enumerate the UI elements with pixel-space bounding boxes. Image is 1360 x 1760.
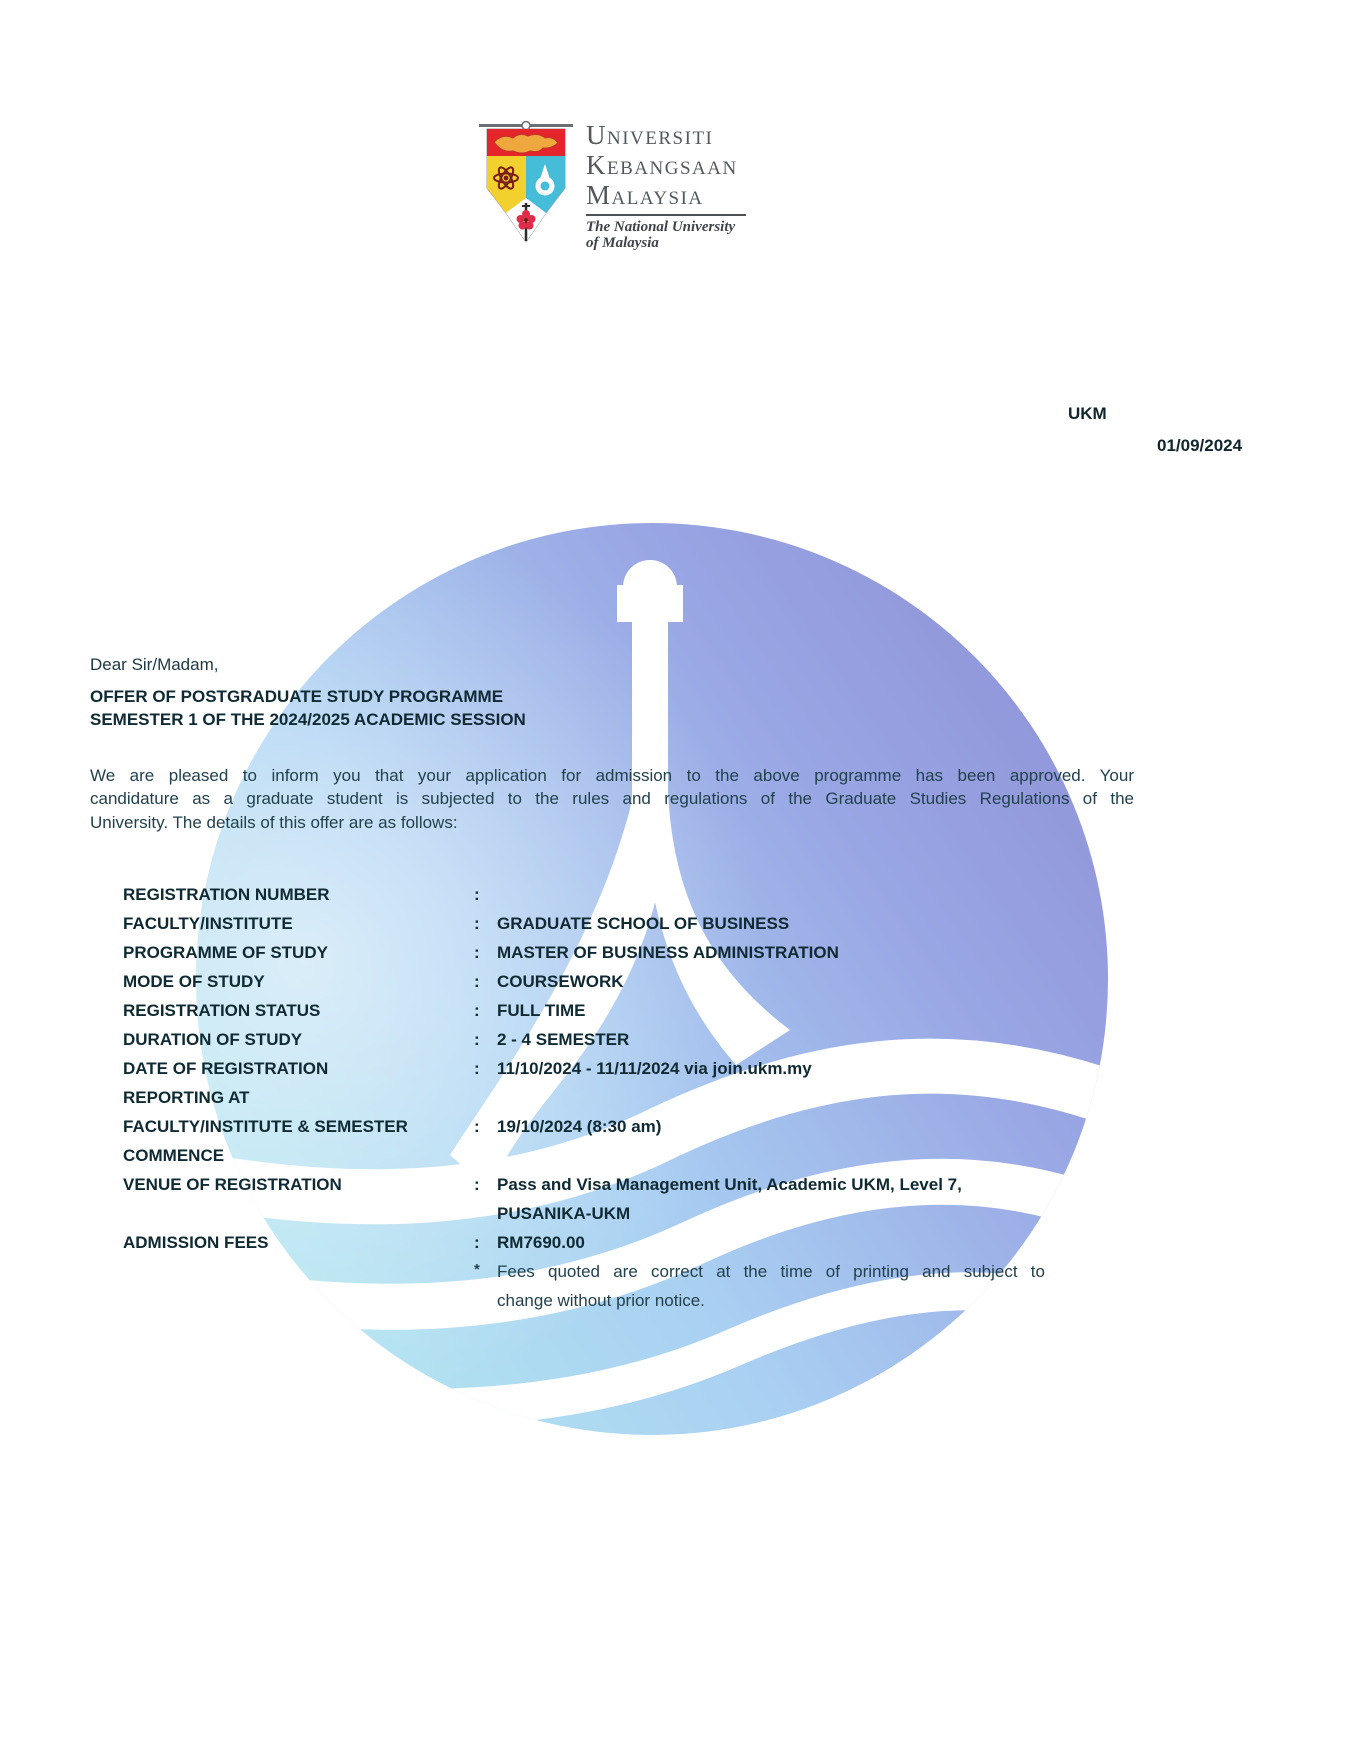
detail-label [123, 1083, 474, 1170]
detail-label-line: REPORTING AT [123, 1087, 250, 1107]
table-row [123, 1083, 1134, 1170]
detail-separator: : [474, 971, 480, 991]
body-line: We are pleased to inform you that your application for admission to the above programme has been approved. Your [90, 766, 1134, 785]
tagline-line: of Malaysia [586, 235, 659, 251]
university-name-line: Universiti [586, 120, 714, 150]
table-row [123, 1054, 1134, 1083]
university-wordmark [586, 118, 746, 251]
detail-value [497, 880, 1134, 909]
table-row [123, 1025, 1134, 1054]
detail-label-line: FACULTY/INSTITUTE & SEMESTER [123, 1116, 408, 1136]
fee-note-text [497, 1257, 1045, 1315]
detail-separator: : [474, 1174, 480, 1194]
subject-block [90, 685, 1134, 731]
body-line: candidature as a graduate student is subjected to the rules and regulations of the Graduate Studies Regulations of the [90, 789, 1134, 809]
university-name-line: Malaysia [586, 180, 704, 210]
letter-date: 01/09/2024 [1157, 436, 1243, 455]
detail-separator: : [474, 1116, 480, 1136]
table-row [123, 967, 1134, 996]
detail-value: FULL TIME [497, 1000, 586, 1020]
detail-separator: : [474, 913, 480, 933]
university-letterhead [478, 118, 746, 251]
detail-label: PROGRAMME OF STUDY [123, 942, 328, 962]
detail-label: DATE OF REGISTRATION [123, 1058, 329, 1078]
body-line: University. The details of this offer are as follows: [90, 812, 458, 832]
detail-value [497, 1170, 1134, 1228]
detail-separator: : [474, 942, 480, 962]
detail-separator: : [474, 1029, 480, 1049]
salutation: Dear Sir/Madam, [90, 655, 219, 674]
university-tagline [586, 214, 746, 251]
table-row [123, 1170, 1134, 1228]
subject-line-2: SEMESTER 1 OF THE 2024/2025 ACADEMIC SESSION [90, 710, 526, 729]
subject-line-1: OFFER OF POSTGRADUATE STUDY PROGRAMME [90, 687, 504, 706]
detail-value-line: PUSANIKA-UKM [497, 1203, 631, 1223]
detail-value: 19/10/2024 (8:30 am) [497, 1116, 662, 1136]
detail-separator: : [474, 1232, 480, 1252]
detail-value: RM7690.00 [497, 1232, 585, 1252]
university-name-line: Kebangsaan [586, 150, 738, 180]
detail-label-line: COMMENCE [123, 1145, 225, 1165]
detail-value: 2 - 4 SEMESTER [497, 1029, 630, 1049]
fee-note-line: Fees quoted are correct at the time of printing and subject to [497, 1261, 1045, 1281]
detail-label: ADMISSION FEES [123, 1232, 269, 1252]
fee-note [123, 1257, 1134, 1315]
reference-code: UKM [1068, 404, 1107, 423]
offer-details-table [90, 880, 1134, 1315]
detail-label: VENUE OF REGISTRATION [123, 1174, 342, 1194]
body-paragraph [90, 764, 1134, 834]
detail-label: FACULTY/INSTITUTE [123, 913, 293, 933]
ukm-crest-icon [478, 118, 574, 248]
detail-value-line: Pass and Visa Management Unit, Academic UKM, Level 7, [497, 1174, 962, 1194]
letter-body [90, 654, 1134, 1315]
detail-separator: : [474, 1000, 480, 1020]
table-row [123, 938, 1134, 967]
detail-label: DURATION OF STUDY [123, 1029, 303, 1049]
detail-separator: : [474, 1058, 480, 1078]
fee-note-line: change without prior notice. [497, 1290, 705, 1310]
table-row [123, 996, 1134, 1025]
detail-separator: : [474, 884, 480, 904]
table-row [123, 880, 1134, 909]
detail-label: MODE OF STUDY [123, 971, 265, 991]
tagline-line: The National University [586, 219, 736, 235]
detail-value: MASTER OF BUSINESS ADMINISTRATION [497, 942, 839, 962]
detail-value: 11/10/2024 - 11/11/2024 via join.ukm.my [497, 1058, 812, 1078]
table-row [123, 909, 1134, 938]
detail-label: REGISTRATION STATUS [123, 1000, 321, 1020]
detail-value: GRADUATE SCHOOL OF BUSINESS [497, 913, 790, 933]
detail-value: COURSEWORK [497, 971, 624, 991]
fee-note-marker: * [474, 1260, 480, 1278]
detail-label: REGISTRATION NUMBER [123, 884, 330, 904]
table-row [123, 1228, 1134, 1257]
